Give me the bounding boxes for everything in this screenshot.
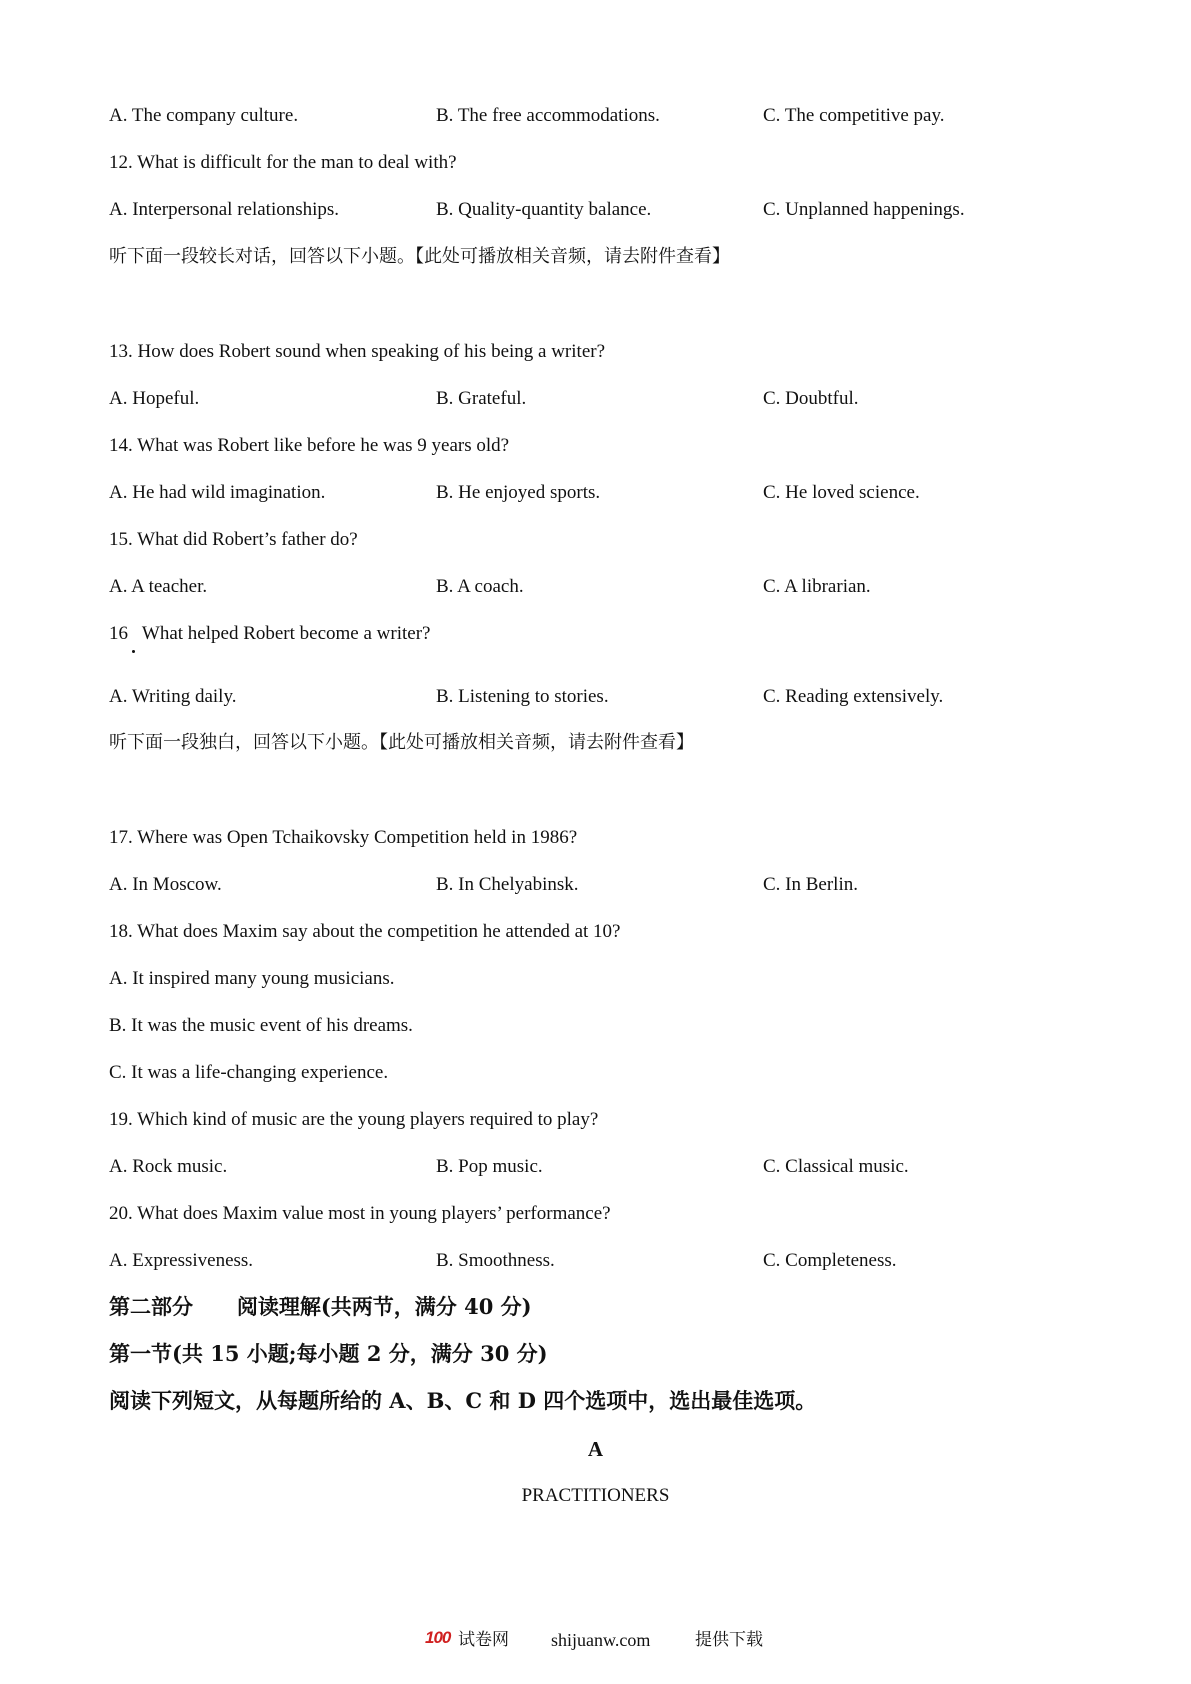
q12-option-a: A. Interpersonal relationships. (109, 199, 340, 220)
q11-option-b: B. The free accommodations. (436, 105, 660, 126)
q13-option-c: C. Doubtful. (763, 388, 859, 409)
q18-question: 18. What does Maxim say about the competition he attended at 10? (109, 921, 621, 942)
footer-brand: 试卷网 (458, 1630, 509, 1650)
q15-option-c: C. A librarian. (763, 576, 871, 597)
q11-option-a: A. The company culture. (109, 105, 299, 126)
q12-option-b: B. Quality-quantity balance. (436, 199, 652, 220)
q20-option-a: A. Expressiveness. (109, 1250, 254, 1271)
part2-heading: 第二部分 阅读理解(共两节，满分 40 分) (109, 1294, 532, 1319)
q18-option-b: B. It was the music event of his dreams. (109, 1015, 413, 1036)
q19-option-a: A. Rock music. (109, 1156, 228, 1177)
q19-option-b: B. Pop music. (436, 1156, 543, 1177)
footer-download: 提供下载 (695, 1630, 763, 1650)
q17-question: 17. Where was Open Tchaikovsky Competition held in 1986? (109, 827, 578, 848)
q13-option-a: A. Hopeful. (109, 388, 200, 409)
q13-option-b: B. Grateful. (436, 388, 527, 409)
q13-question: 13. How does Robert sound when speaking of his being a writer? (109, 341, 606, 362)
footer-logo: 100 (425, 1628, 451, 1647)
q19-option-c: C. Classical music. (763, 1156, 909, 1177)
q15-question: 15. What did Robert’s father do? (109, 529, 358, 550)
footer-site: shijuanw.com (551, 1630, 651, 1650)
q17-option-c: C. In Berlin. (763, 874, 858, 895)
q17-option-a: A. In Moscow. (109, 874, 222, 895)
q19-question: 19. Which kind of music are the young players required to play? (109, 1109, 599, 1130)
passage-title: PRACTITIONERS (521, 1485, 670, 1506)
q20-option-c: C. Completeness. (763, 1250, 897, 1271)
q14-question: 14. What was Robert like before he was 9 years old? (109, 435, 510, 456)
stray-dot-mark (132, 650, 135, 653)
part2-section1: 第一节(共 15 小题;每小题 2 分，满分 30 分) (109, 1341, 548, 1366)
q16-option-b: B. Listening to stories. (436, 686, 609, 707)
q15-option-b: B. A coach. (436, 576, 524, 597)
q14-option-c: C. He loved science. (763, 482, 920, 503)
page-footer (0, 1628, 1191, 1652)
q12-option-c: C. Unplanned happenings. (763, 199, 965, 220)
instruction-monologue: 听下面一段独白，回答以下小题。【此处可播放相关音频，请去附件查看】 (109, 732, 694, 753)
q16-option-a: A. Writing daily. (109, 686, 237, 707)
q20-question: 20. What does Maxim value most in young players’ performance? (109, 1203, 611, 1224)
part2-directions: 阅读下列短文，从每题所给的 A、B、C 和 D 四个选项中，选出最佳选项。 (109, 1388, 817, 1413)
q15-option-a: A. A teacher. (109, 576, 208, 597)
q14-option-a: A. He had wild imagination. (109, 482, 326, 503)
q14-option-b: B. He enjoyed sports. (436, 482, 601, 503)
q18-option-c: C. It was a life-changing experience. (109, 1062, 389, 1083)
q20-option-b: B. Smoothness. (436, 1250, 555, 1271)
q17-option-b: B. In Chelyabinsk. (436, 874, 579, 895)
q16-question: 16 What helped Robert become a writer? (109, 623, 431, 644)
q11-option-c: C. The competitive pay. (763, 105, 945, 126)
q12-question: 12. What is difficult for the man to deal with? (109, 152, 457, 173)
q18-option-a: A. It inspired many young musicians. (109, 968, 395, 989)
passage-letter: A (587, 1437, 604, 1461)
instruction-dialog: 听下面一段较长对话，回答以下小题。【此处可播放相关音频，请去附件查看】 (109, 246, 730, 267)
q16-option-c: C. Reading extensively. (763, 686, 944, 707)
